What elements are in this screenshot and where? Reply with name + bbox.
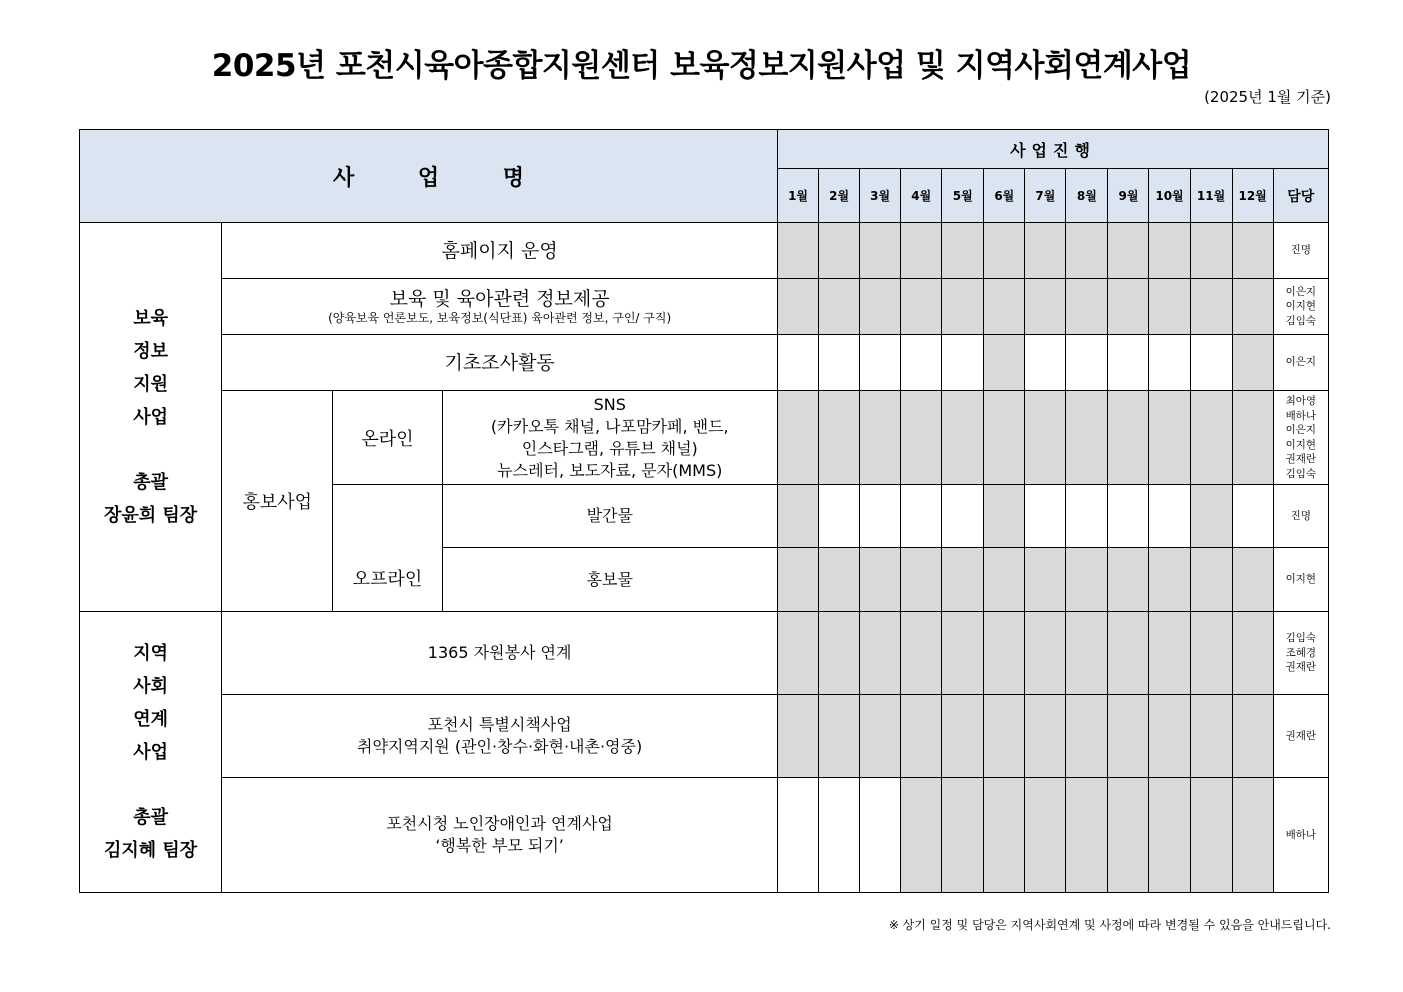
owner-cell: 진명 (1273, 223, 1328, 279)
month-cell-4 (901, 612, 942, 695)
month-cell-2 (819, 612, 860, 695)
sns-cell: SNS (카카오톡 채널, 나포맘카페, 밴드, 인스타그램, 유튜브 채널) 뉴스레터, 보도자료, 문자(MMS) (442, 391, 778, 485)
business-name-cell: 1365 자원봉사 연계 (222, 612, 778, 695)
month-cell-12 (1232, 485, 1273, 548)
month-cell-4 (901, 279, 942, 335)
owner-cell: 배하나 (1273, 778, 1328, 893)
business-name-cell: 포천시 특별시책사업 취약지역지원 (관인·창수·화현·내촌·영중) (222, 695, 778, 778)
month-cell-9 (1108, 778, 1149, 893)
month-cell-8 (1066, 223, 1108, 279)
month-cell-11 (1190, 223, 1232, 279)
month-cell-3 (860, 548, 901, 612)
month-cell-10 (1149, 778, 1190, 893)
business-name-cell: 보육 및 육아관련 정보제공 (양육보육 언론보도, 보육정보(식단표) 육아관련 정보, 구인/ 구직) (222, 279, 778, 335)
month-cell-1 (778, 391, 819, 485)
month-header-10: 10월 (1149, 169, 1190, 223)
month-cell-2 (819, 778, 860, 893)
month-cell-5 (942, 548, 984, 612)
month-cell-7 (1025, 612, 1066, 695)
month-cell-7 (1025, 391, 1066, 485)
month-cell-9 (1108, 485, 1149, 548)
month-cell-6 (984, 391, 1025, 485)
month-cell-1 (778, 223, 819, 279)
month-cell-5 (942, 279, 984, 335)
month-cell-4 (901, 548, 942, 612)
month-cell-3 (860, 279, 901, 335)
table-row (80, 778, 1329, 893)
month-cell-10 (1149, 548, 1190, 612)
month-cell-10 (1149, 279, 1190, 335)
owner-cell: 김임숙 조혜경 권재란 (1273, 612, 1328, 695)
month-cell-5 (942, 778, 984, 893)
month-cell-6 (984, 223, 1025, 279)
month-cell-5 (942, 391, 984, 485)
month-cell-2 (819, 548, 860, 612)
month-cell-11 (1190, 391, 1232, 485)
month-cell-9 (1108, 223, 1149, 279)
month-header-1: 1월 (778, 169, 819, 223)
month-cell-8 (1066, 695, 1108, 778)
month-cell-4 (901, 695, 942, 778)
month-cell-5 (942, 612, 984, 695)
online-label-cell: 온라인 (333, 391, 442, 485)
month-cell-2 (819, 223, 860, 279)
month-cell-3 (860, 778, 901, 893)
owner-cell: 진명 (1273, 485, 1328, 548)
month-cell-12 (1232, 391, 1273, 485)
schedule-table (79, 129, 1329, 893)
month-cell-8 (1066, 778, 1108, 893)
month-cell-11 (1190, 778, 1232, 893)
month-cell-6 (984, 548, 1025, 612)
table-row (80, 391, 1329, 485)
month-cell-7 (1025, 279, 1066, 335)
month-cell-5 (942, 223, 984, 279)
date-note: (2025년 1월 기준) (1204, 88, 1331, 106)
page-title: 2025년 포천시육아종합지원센터 보육정보지원사업 및 지역사회연계사업 (211, 48, 1192, 84)
month-cell-4 (901, 778, 942, 893)
month-cell-2 (819, 391, 860, 485)
month-cell-12 (1232, 223, 1273, 279)
offline-label-cell: 오프라인 (333, 485, 442, 612)
month-cell-10 (1149, 695, 1190, 778)
month-cell-11 (1190, 548, 1232, 612)
month-cell-6 (984, 335, 1025, 391)
month-cell-4 (901, 391, 942, 485)
month-cell-5 (942, 695, 984, 778)
month-cell-7 (1025, 485, 1066, 548)
month-cell-6 (984, 778, 1025, 893)
month-cell-3 (860, 223, 901, 279)
month-cell-10 (1149, 335, 1190, 391)
business-name-cell: 기초조사활동 (222, 335, 778, 391)
publication-cell: 발간물 (442, 485, 778, 548)
month-cell-10 (1149, 391, 1190, 485)
month-cell-1 (778, 279, 819, 335)
month-cell-12 (1232, 279, 1273, 335)
month-cell-8 (1066, 279, 1108, 335)
month-cell-2 (819, 485, 860, 548)
category-cell-community: 지역 사회 연계 사업 총괄 김지혜 팀장 (80, 612, 222, 893)
month-header-12: 12월 (1232, 169, 1273, 223)
month-cell-9 (1108, 548, 1149, 612)
month-cell-2 (819, 279, 860, 335)
month-cell-12 (1232, 335, 1273, 391)
month-cell-4 (901, 223, 942, 279)
month-cell-6 (984, 695, 1025, 778)
owner-cell: 이은지 이지현 김임숙 (1273, 279, 1328, 335)
promo-goods-cell: 홍보물 (442, 548, 778, 612)
month-cell-1 (778, 485, 819, 548)
header-business-name: 사 업 명 (80, 130, 778, 223)
month-cell-8 (1066, 612, 1108, 695)
month-header-9: 9월 (1108, 169, 1149, 223)
month-cell-1 (778, 335, 819, 391)
month-cell-4 (901, 485, 942, 548)
month-header-6: 6월 (984, 169, 1025, 223)
month-cell-11 (1190, 485, 1232, 548)
month-cell-7 (1025, 548, 1066, 612)
owner-cell: 이지현 (1273, 548, 1328, 612)
business-name-cell: 포천시청 노인장애인과 연계사업 ‘행복한 부모 되기’ (222, 778, 778, 893)
promo-label-cell: 홍보사업 (222, 391, 333, 612)
month-cell-10 (1149, 612, 1190, 695)
month-header-4: 4월 (901, 169, 942, 223)
month-cell-3 (860, 485, 901, 548)
month-cell-3 (860, 335, 901, 391)
month-cell-1 (778, 612, 819, 695)
business-name-cell: 홈페이지 운영 (222, 223, 778, 279)
month-cell-6 (984, 279, 1025, 335)
month-header-8: 8월 (1066, 169, 1108, 223)
month-cell-12 (1232, 695, 1273, 778)
table-row (80, 612, 1329, 695)
month-cell-5 (942, 485, 984, 548)
month-cell-9 (1108, 612, 1149, 695)
month-cell-1 (778, 695, 819, 778)
month-cell-9 (1108, 695, 1149, 778)
month-cell-6 (984, 612, 1025, 695)
month-header-7: 7월 (1025, 169, 1066, 223)
table-row (80, 223, 1329, 279)
month-header-5: 5월 (942, 169, 984, 223)
header-progress: 사업진행 (778, 130, 1329, 169)
owner-cell: 이은지 (1273, 335, 1328, 391)
month-cell-8 (1066, 391, 1108, 485)
month-cell-8 (1066, 548, 1108, 612)
owner-header: 담당 (1273, 169, 1328, 223)
month-cell-9 (1108, 279, 1149, 335)
month-cell-7 (1025, 778, 1066, 893)
month-cell-7 (1025, 335, 1066, 391)
month-cell-12 (1232, 548, 1273, 612)
category-cell-childcare-info: 보육 정보 지원 사업 총괄 장윤희 팀장 (80, 223, 222, 612)
month-cell-9 (1108, 335, 1149, 391)
month-cell-9 (1108, 391, 1149, 485)
month-cell-11 (1190, 335, 1232, 391)
table-row (80, 279, 1329, 335)
month-cell-5 (942, 335, 984, 391)
owner-cell: 최아영 배하나 이은지 이지현 권재란 김임숙 (1273, 391, 1328, 485)
month-cell-1 (778, 548, 819, 612)
month-cell-11 (1190, 695, 1232, 778)
month-header-11: 11월 (1190, 169, 1232, 223)
month-cell-12 (1232, 612, 1273, 695)
month-cell-2 (819, 695, 860, 778)
month-cell-4 (901, 335, 942, 391)
month-cell-11 (1190, 279, 1232, 335)
month-cell-6 (984, 485, 1025, 548)
month-cell-3 (860, 391, 901, 485)
business-subtitle: (양육보육 언론보도, 보육정보(식단표) 육아관련 정보, 구인/ 구직) (328, 310, 672, 325)
month-cell-3 (860, 695, 901, 778)
month-header-2: 2월 (819, 169, 860, 223)
month-cell-10 (1149, 223, 1190, 279)
month-cell-1 (778, 778, 819, 893)
month-cell-8 (1066, 335, 1108, 391)
owner-cell: 권재란 (1273, 695, 1328, 778)
month-header-3: 3월 (860, 169, 901, 223)
table-row (80, 695, 1329, 778)
month-cell-12 (1232, 778, 1273, 893)
month-cell-11 (1190, 612, 1232, 695)
month-cell-2 (819, 335, 860, 391)
month-cell-3 (860, 612, 901, 695)
month-cell-7 (1025, 223, 1066, 279)
month-cell-8 (1066, 485, 1108, 548)
footnote: ※ 상기 일정 및 담당은 지역사회연계 및 사정에 따라 변경될 수 있음을 안내드립니다. (888, 918, 1331, 932)
month-cell-7 (1025, 695, 1066, 778)
table-row (80, 335, 1329, 391)
month-cell-10 (1149, 485, 1190, 548)
